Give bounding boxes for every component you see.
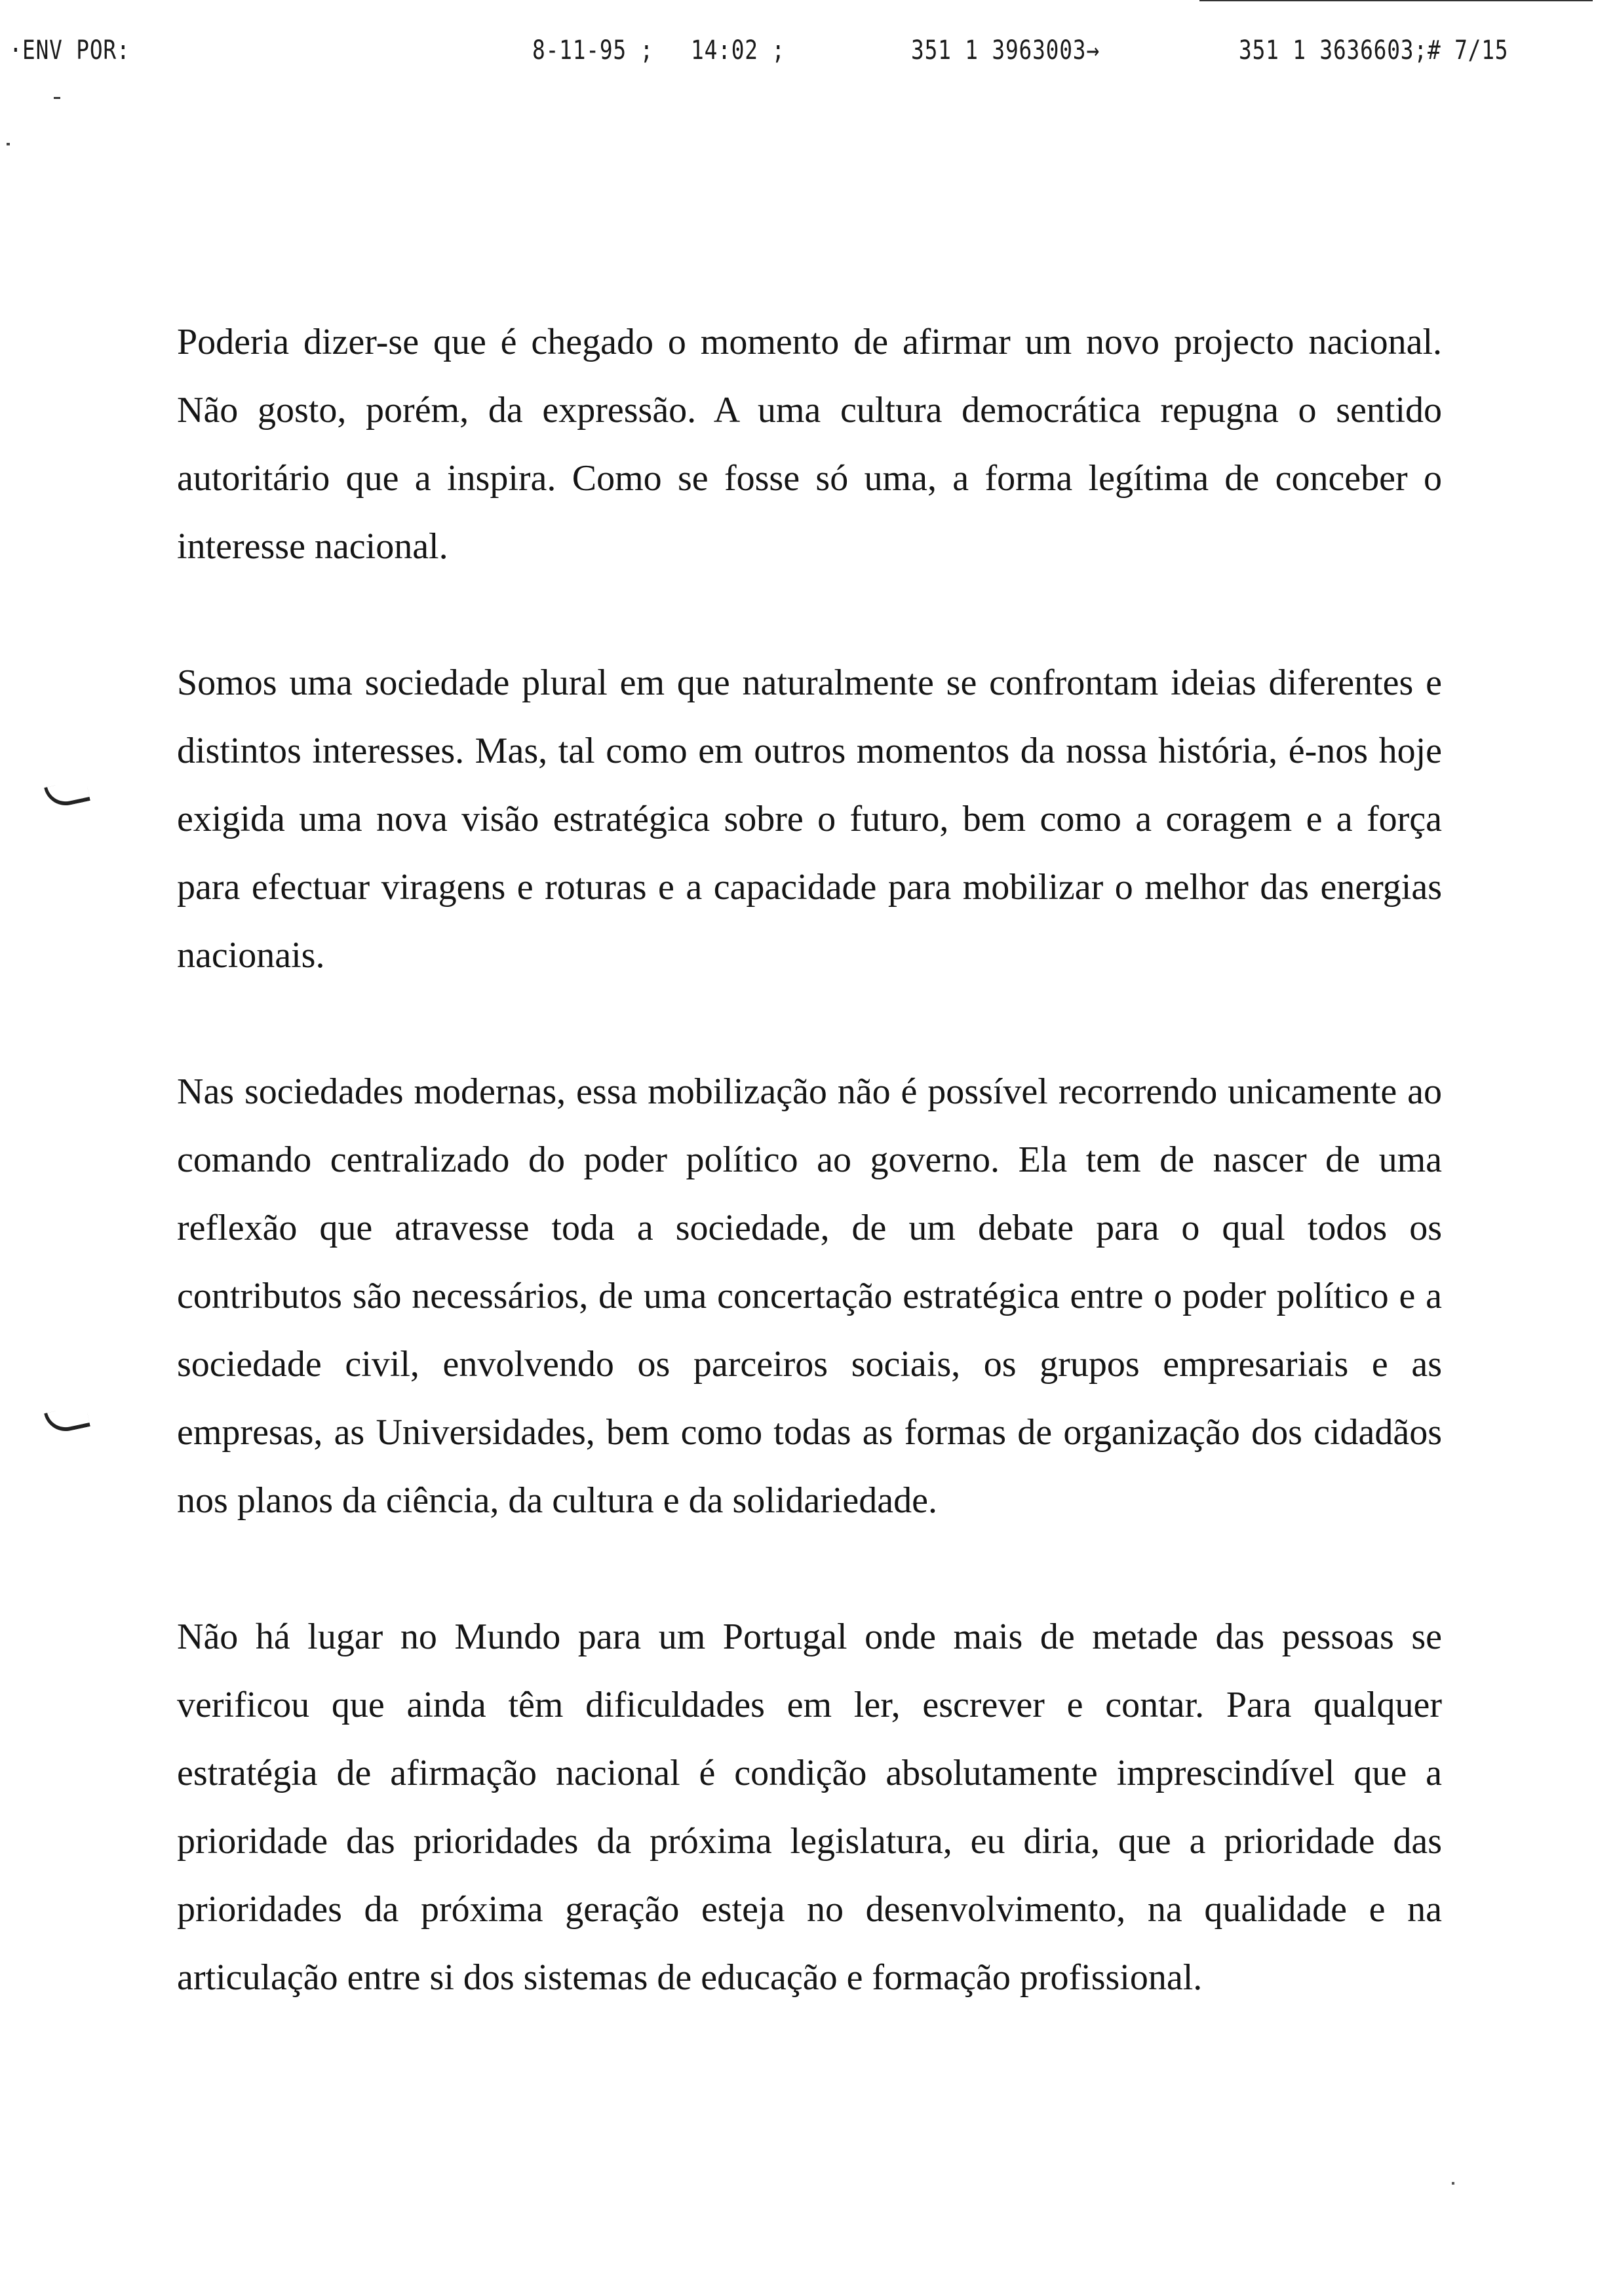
margin-check-mark bbox=[44, 1405, 90, 1436]
scan-speck bbox=[1452, 2182, 1454, 2185]
fax-to-number-page: 351 1 3636603;# 7/15 bbox=[1239, 35, 1509, 66]
paragraph-projecto-nacional: Poderia dizer-se que é chegado o momento de afirmar um novo projecto nacional. Não gosto, porém, da expressão. A uma cultura democrática repugna o sentido autoritário que a inspira. Como se fosse só uma, a forma legítima de conceber o interesse nacional. bbox=[177, 322, 1442, 567]
paragraph-sociedades-modernas: Nas sociedades modernas, essa mobilização não é possível recorrendo unicamente ao comando centralizado do poder político ao governo. Ela tem de nascer de uma reflexão que atravesse toda a sociedade, de um debate para o qual todos os contributos são necessários, de uma concertação estratégica entre o poder político e a sociedade civil, envolvendo os parceiros sociais, os grupos empresariais e as empresas, as Universidades, bem como todas as formas de organização dos cidadãos nos planos da ciência, da cultura e da solidariedade. bbox=[177, 1071, 1442, 1521]
document-body bbox=[177, 308, 1442, 2080]
scan-speck bbox=[7, 143, 10, 145]
margin-check-mark bbox=[44, 779, 90, 810]
fax-top-rule bbox=[1199, 0, 1593, 1]
fax-time: 14:02 ; bbox=[691, 35, 785, 66]
paragraph-educacao-formacao: Não há lugar no Mundo para um Portugal onde mais de metade das pessoas se verificou que ainda têm dificuldades em ler, escrever e contar. Para qualquer estratégia de afirmação nacional é condição absolutamente imprescindível que a prioridade das prioridades da próxima legislatura, eu diria, que a prioridade das prioridades da próxima geração esteja no desenvolvimento, na qualidade e na articulação entre si dos sistemas de educação e formação profissional. bbox=[177, 1617, 1442, 1998]
paragraph-sociedade-plural: Somos uma sociedade plural em que naturalmente se confrontam ideias diferentes e distintos interesses. Mas, tal como em outros momentos da nossa história, é-nos hoje exigida uma nova visão estratégica sobre o futuro, bem como a coragem e a força para efectuar viragens e roturas e a capacidade para mobilizar o melhor das energias nacionais. bbox=[177, 662, 1442, 976]
fax-sender: ENV POR: bbox=[22, 35, 130, 66]
scan-speck bbox=[54, 97, 60, 99]
fax-date: 8-11-95 ; bbox=[532, 35, 654, 66]
fax-header bbox=[0, 29, 1615, 75]
fax-header-marker: · bbox=[9, 35, 23, 66]
fax-from-number: 351 1 3963003→ bbox=[911, 35, 1100, 66]
